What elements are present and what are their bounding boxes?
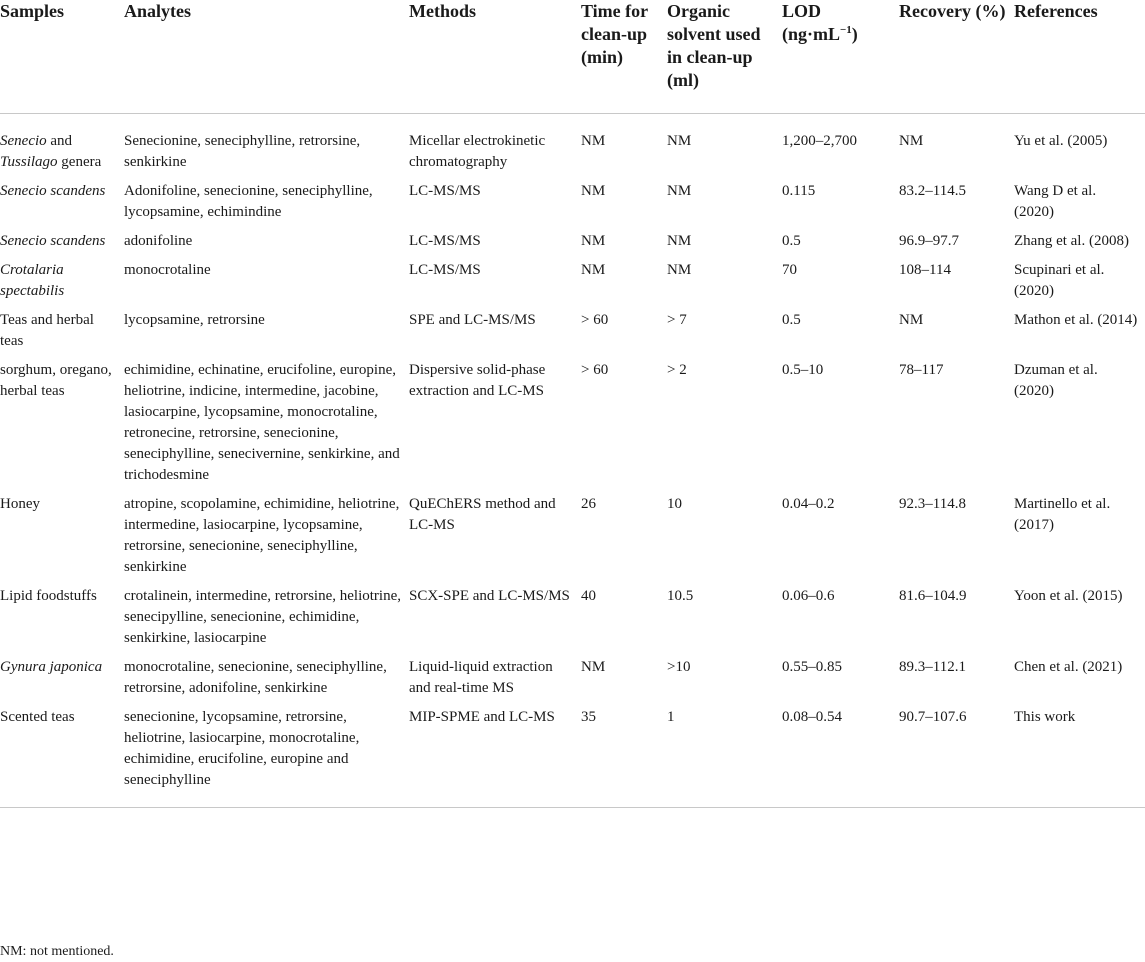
cell-solvent: > 2: [667, 362, 687, 378]
table-row: [0, 657, 1145, 707]
header-lod-sup: −1: [840, 24, 852, 36]
header-methods: Methods: [409, 0, 581, 114]
cell-lod: 0.5: [782, 312, 801, 328]
cell-solvent: NM: [667, 133, 692, 149]
cell-analytes: monocrotaline, senecionine, seneciphylline, retrorsine, adonifoline, senkirkine: [124, 659, 387, 696]
cell-recovery: NM: [899, 312, 924, 328]
cell-lod: 0.5–10: [782, 362, 824, 378]
cell-solvent: 1: [667, 707, 782, 808]
sample-italic: Crotalaria spectabilis: [0, 262, 65, 299]
table-row: [0, 231, 1145, 260]
table-row: [0, 114, 1145, 182]
sample-italic: Senecio scandens: [0, 233, 106, 249]
cell-lod: 0.04–0.2: [782, 496, 835, 512]
cell-time: NM: [581, 262, 606, 278]
cell-sample: Teas and herbal teas: [0, 312, 94, 349]
cell-lod: 70: [782, 262, 797, 278]
cell-recovery: 96.9–97.7: [899, 233, 959, 249]
cell-recovery: 92.3–114.8: [899, 496, 966, 512]
cell-sample: [0, 181, 124, 231]
cell-analytes: crotalinein, intermedine, retrorsine, heliotrine, senecipylline, senecionine, echimidine, senkirkine, lasiocarpine: [124, 588, 401, 646]
cell-solvent: NM: [667, 233, 692, 249]
cell-recovery: 108–114: [899, 262, 951, 278]
header-lod-text: LOD (ng·mL: [782, 1, 841, 44]
cell-reference: Yu et al. (2005): [1014, 133, 1108, 149]
cell-method: Dispersive solid-phase extraction and LC-MS: [409, 362, 546, 399]
cell-solvent: > 7: [667, 312, 687, 328]
cell-solvent: NM: [667, 183, 692, 199]
cell-solvent: 10: [667, 496, 682, 512]
cell-lod: 0.115: [782, 183, 816, 199]
cell-analytes: senecionine, lycopsamine, retrorsine, heliotrine, lasiocarpine, monocrotaline, echimidine, erucifoline, europine and seneciphylline: [124, 707, 409, 808]
cell-recovery: 81.6–104.9: [899, 588, 967, 604]
cell-recovery: 89.3–112.1: [899, 659, 966, 675]
cell-time: > 60: [581, 362, 609, 378]
cell-reference: Wang D et al. (2020): [1014, 183, 1097, 220]
header-lod-close: ): [851, 24, 858, 44]
sample-text: genera: [57, 154, 102, 170]
cell-solvent: NM: [667, 262, 692, 278]
sample-italic: Tussilago: [0, 154, 58, 170]
cell-analytes: monocrotaline: [124, 262, 211, 278]
cell-solvent: >10: [667, 659, 691, 675]
cell-analytes: Senecionine, seneciphylline, retrorsine, senkirkine: [124, 133, 361, 170]
cell-method: SCX-SPE and LC-MS/MS: [409, 588, 570, 604]
cell-method: LC-MS/MS: [409, 262, 481, 278]
header-solvent: Organic solvent used in clean-up (ml): [667, 0, 782, 114]
table-row: [0, 360, 1145, 494]
cell-method: QuEChERS method and LC-MS: [409, 496, 556, 533]
table-row: [0, 181, 1145, 231]
cell-sample: Honey: [0, 496, 40, 512]
cell-sample: [0, 657, 124, 707]
cell-lod: 1,200–2,700: [782, 133, 857, 149]
cell-reference: Mathon et al. (2014): [1014, 312, 1138, 328]
cell-time: NM: [581, 133, 606, 149]
cell-analytes: adonifoline: [124, 233, 193, 249]
header-row: [0, 0, 1145, 114]
cell-analytes: echimidine, echinatine, erucifoline, europine, heliotrine, indicine, intermedine, jacobine, lasiocarpine, lycopsamine, monocrotaline, retronecine, retrorsine, senecionine, seneciphylline, senecivernine, senkirkine, and trichodesmine: [124, 362, 400, 483]
sample-text: and: [46, 133, 73, 149]
cell-solvent: 10.5: [667, 588, 694, 604]
header-analytes: Analytes: [124, 0, 409, 114]
cell-sample: Lipid foodstuffs: [0, 588, 97, 604]
cell-time: NM: [581, 183, 606, 199]
header-lod: [782, 0, 899, 114]
cell-sample: [0, 260, 124, 310]
table-row: [0, 494, 1145, 586]
cell-reference: Yoon et al. (2015): [1014, 588, 1123, 604]
sample-italic: Gynura japonica: [0, 659, 103, 675]
cell-recovery: 90.7–107.6: [899, 707, 1014, 808]
table-row: [0, 586, 1145, 657]
cell-recovery: 78–117: [899, 362, 944, 378]
cell-time: 26: [581, 496, 596, 512]
cell-analytes: lycopsamine, retrorsine: [124, 312, 265, 328]
header-references: References: [1014, 0, 1145, 114]
cell-lod: 0.55–0.85: [782, 659, 842, 675]
cell-method: SPE and LC-MS/MS: [409, 312, 536, 328]
cell-analytes: Adonifoline, senecionine, seneciphylline, lycopsamine, echimindine: [124, 183, 373, 220]
header-time: Time for clean-up (min): [581, 0, 667, 114]
cell-time: NM: [581, 233, 606, 249]
cell-reference: Zhang et al. (2008): [1014, 233, 1129, 249]
header-samples: Samples: [0, 0, 124, 114]
sample-italic: Senecio scandens: [0, 183, 106, 199]
cell-method: Liquid-liquid extraction and real-time MS: [409, 659, 553, 696]
cell-lod: 0.06–0.6: [782, 588, 835, 604]
cell-recovery: 83.2–114.5: [899, 183, 966, 199]
header-recovery: Recovery (%): [899, 0, 1014, 114]
cell-recovery: NM: [899, 133, 924, 149]
cell-reference: Scupinari et al. (2020): [1014, 262, 1105, 299]
cell-reference: Martinello et al. (2017): [1014, 496, 1111, 533]
table-row: [0, 310, 1145, 360]
cell-time: NM: [581, 659, 606, 675]
table-footnote: NM: not mentioned.: [0, 944, 114, 959]
table-row: [0, 707, 1145, 808]
cell-reference: This work: [1014, 707, 1145, 808]
cell-reference: Chen et al. (2021): [1014, 659, 1123, 675]
cell-time: 35: [581, 707, 667, 808]
cell-method: Micellar electrokinetic chromatography: [409, 133, 546, 170]
cell-lod: 0.08–0.54: [782, 707, 899, 808]
cell-time: > 60: [581, 312, 609, 328]
cell-method: LC-MS/MS: [409, 233, 481, 249]
cell-sample: sorghum, oregano, herbal teas: [0, 362, 112, 399]
cell-method: MIP-SPME and LC-MS: [409, 707, 581, 808]
cell-sample: [0, 114, 124, 182]
cell-analytes: atropine, scopolamine, echimidine, heliotrine, intermedine, lasiocarpine, lycopsamine, retrorsine, senecionine, seneciphylline, senkirkine: [124, 496, 400, 575]
cell-sample: [0, 231, 124, 260]
sample-italic: Senecio: [0, 133, 47, 149]
cell-time: 40: [581, 588, 596, 604]
table-row: [0, 260, 1145, 310]
cell-method: LC-MS/MS: [409, 183, 481, 199]
cell-reference: Dzuman et al. (2020): [1014, 362, 1098, 399]
cell-sample: Scented teas: [0, 707, 124, 808]
cell-lod: 0.5: [782, 233, 801, 249]
